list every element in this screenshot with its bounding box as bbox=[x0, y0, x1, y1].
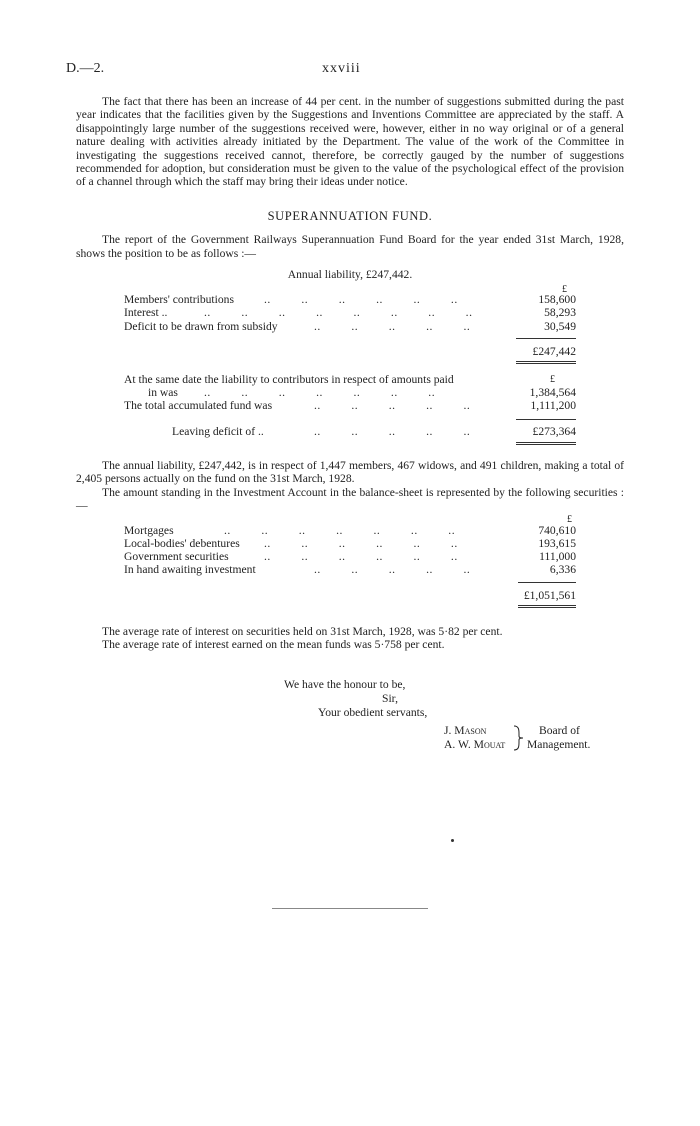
row-value: 740,610 bbox=[538, 524, 576, 537]
page-number: xxviii bbox=[322, 61, 361, 76]
row-label: Government securities bbox=[124, 550, 229, 563]
leader-dots: .. .. .. .. .. .. bbox=[264, 537, 458, 550]
interest-rate-mean-funds: The average rate of interest earned on the mean funds was 5·758 per cent. bbox=[102, 638, 445, 651]
row-value: 158,600 bbox=[538, 293, 576, 306]
footer-rule bbox=[272, 908, 428, 909]
leader-dots: .. .. .. .. .. bbox=[314, 425, 471, 438]
leader-dots: .. .. .. .. .. bbox=[314, 563, 471, 576]
signatory-name: J. Mason bbox=[444, 724, 487, 737]
liability-label-line1: At the same date the liability to contributors in respect of amounts paid bbox=[124, 373, 454, 386]
total-double-rule bbox=[516, 442, 576, 443]
table1-currency-symbol: £ bbox=[562, 284, 567, 295]
table-row bbox=[124, 306, 576, 320]
row-value: 1,384,564 bbox=[529, 386, 576, 399]
row-value: 6,336 bbox=[549, 563, 576, 576]
annual-liability-heading: Annual liability, £247,442. bbox=[287, 268, 413, 281]
leader-dots: .. .. .. .. .. .. bbox=[264, 550, 458, 563]
table1-total: £247,442 bbox=[532, 345, 576, 358]
section-heading: SUPERANNUATION FUND. bbox=[267, 209, 433, 223]
table-row bbox=[124, 537, 576, 551]
total-double-rule bbox=[518, 605, 576, 606]
total-double-rule bbox=[516, 361, 576, 362]
table2-currency-symbol: £ bbox=[550, 374, 555, 385]
total-double-rule bbox=[516, 444, 576, 445]
total-double-rule bbox=[518, 607, 576, 608]
table-row bbox=[124, 386, 576, 400]
sign-off: Your obedient servants, bbox=[318, 706, 428, 719]
board-label: Board of bbox=[539, 724, 580, 737]
report-paragraph: The report of the Government Railways Superannuation Fund Board for the year ended 31st March, 1928, shows the position to be as follows :— bbox=[76, 233, 624, 260]
leader-dots: .. .. .. .. .. .. bbox=[264, 293, 458, 306]
page-reference: D.—2. bbox=[66, 61, 105, 76]
leader-dots: .. .. .. .. .. .. .. bbox=[204, 386, 436, 399]
table3-total: £1,051,561 bbox=[523, 589, 576, 602]
row-label: Deficit to be drawn from subsidy bbox=[124, 320, 278, 333]
subtotal-rule bbox=[516, 338, 576, 339]
row-label: Interest .. bbox=[124, 306, 168, 319]
leader-dots: .. .. .. .. .. bbox=[314, 320, 471, 333]
interest-rate-securities: The average rate of interest on securities held on 31st March, 1928, was 5·82 per cent. bbox=[102, 625, 503, 638]
row-value: 58,293 bbox=[544, 306, 576, 319]
row-label: Local-bodies' debentures bbox=[124, 537, 240, 550]
members-paragraph: The annual liability, £247,442, is in respect of 1,447 members, 467 widows, and 491 children, making a total of 2,405 persons actually on the fund on the 31st March, 1928. bbox=[76, 459, 624, 486]
investment-paragraph: The amount standing in the Investment Account in the balance-sheet is represented by the following securities :— bbox=[76, 486, 624, 513]
table-row bbox=[124, 524, 576, 538]
stray-mark bbox=[451, 839, 454, 842]
table-row bbox=[124, 399, 576, 413]
table-row bbox=[124, 563, 576, 577]
table3-currency-symbol: £ bbox=[567, 514, 572, 525]
row-value: 193,615 bbox=[538, 537, 576, 550]
deficit-row bbox=[124, 425, 576, 439]
salutation: Sir, bbox=[382, 692, 398, 705]
row-value: 1,111,200 bbox=[530, 399, 576, 412]
row-label: Leaving deficit of .. bbox=[172, 425, 264, 438]
row-value: £273,364 bbox=[532, 425, 576, 438]
table-row bbox=[124, 550, 576, 564]
table-row bbox=[124, 293, 576, 307]
board-label: Management. bbox=[527, 738, 591, 751]
row-label: Members' contributions bbox=[124, 293, 234, 306]
leader-dots: .. .. .. .. .. .. .. bbox=[224, 524, 456, 537]
table-row bbox=[124, 320, 576, 334]
row-label: In hand awaiting investment bbox=[124, 563, 256, 576]
subtotal-rule bbox=[518, 582, 576, 583]
suggestions-paragraph: The fact that there has been an increase of 44 per cent. in the number of suggestions submitted during the past year indicates that the facilities given by the Suggestions and Inventions Committee are appreciated by the staff. A disappointingly large number of the suggestions received were, however, either in no way original or of a general nature dealing with activities already initiated by the Department. The value of the work of the Committee in investigating the suggestions received cannot, therefore, be correctly gauged by the number of suggestions recommended for adoption, but consideration must be given to the value of the psychological effect of the provision of a channel through which the staff may bring their ideas under notice. bbox=[76, 95, 624, 189]
row-label: Mortgages bbox=[124, 524, 174, 537]
row-value: 111,000 bbox=[539, 550, 576, 563]
leader-dots: .. .. .. .. .. bbox=[314, 399, 471, 412]
signatory-name: A. W. Mouat bbox=[444, 738, 506, 751]
row-label: The total accumulated fund was bbox=[124, 399, 273, 412]
total-double-rule bbox=[516, 363, 576, 364]
leader-dots: .. .. .. .. .. .. .. .. bbox=[204, 306, 473, 319]
row-label: in was bbox=[148, 386, 178, 399]
brace-icon bbox=[511, 724, 525, 752]
subtotal-rule bbox=[516, 419, 576, 420]
row-value: 30,549 bbox=[544, 320, 576, 333]
closing-line: We have the honour to be, bbox=[284, 678, 406, 691]
